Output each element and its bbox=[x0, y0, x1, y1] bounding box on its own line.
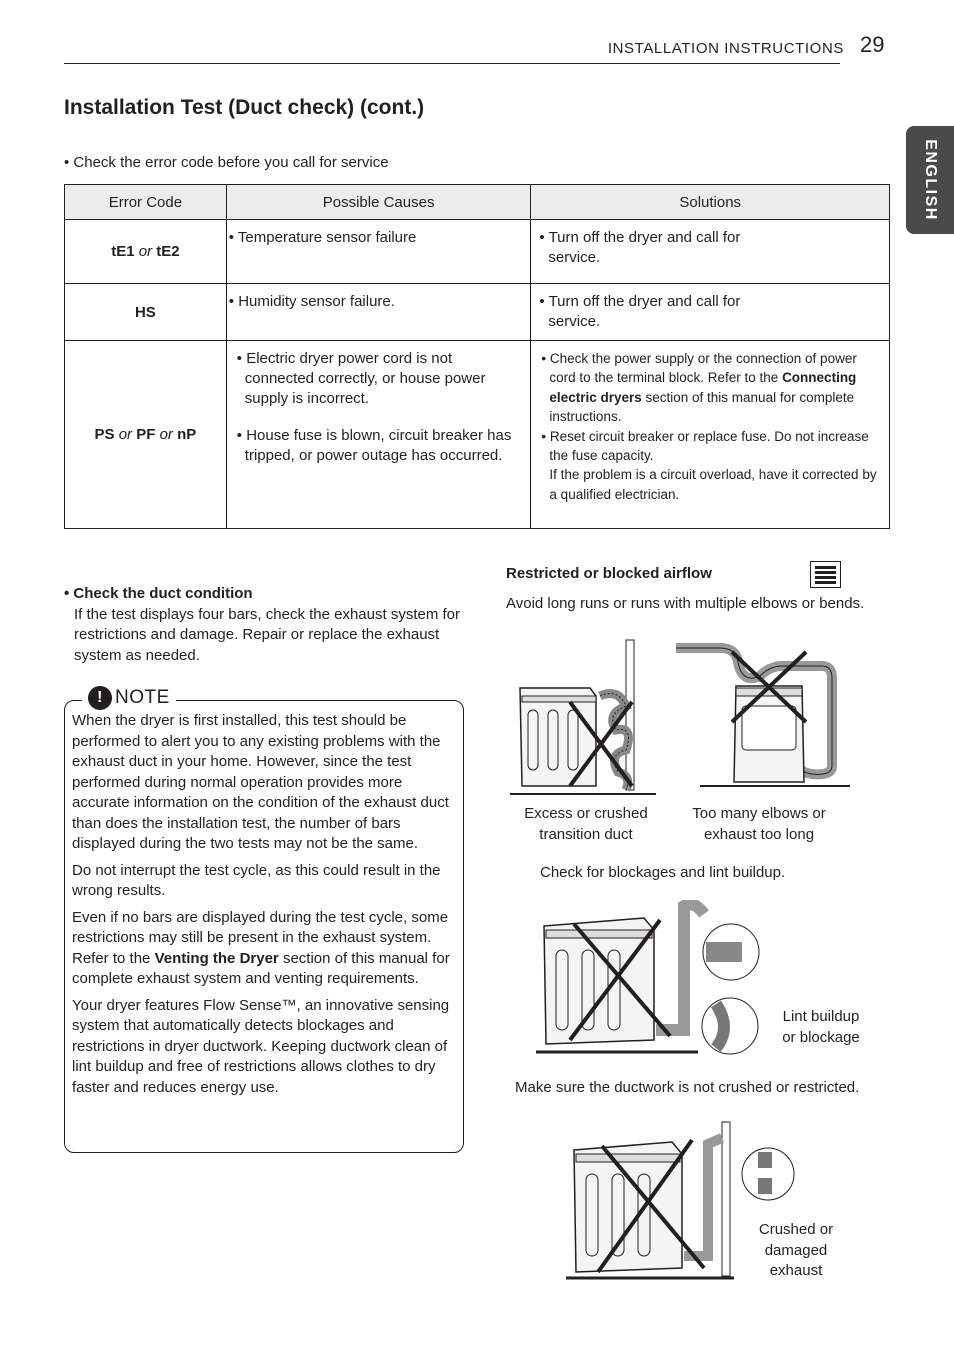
caption-line: Crushed or bbox=[758, 1221, 834, 1238]
bar-meter-icon bbox=[810, 561, 841, 588]
too-many-elbows-illustration bbox=[672, 636, 852, 794]
solution-cell bbox=[531, 220, 889, 276]
lint-buildup-illustration bbox=[534, 900, 766, 1058]
caption-line: or blockage bbox=[782, 1029, 860, 1046]
or-word: or bbox=[138, 243, 153, 260]
note-text: Even if no bars are displayed during the test cycle, some restrictions may still be present in the exhaust system. Refer to the bbox=[72, 908, 449, 967]
caption-too-many-elbows bbox=[676, 803, 842, 845]
cause-text: • House fuse is blown, circuit breaker has tripped, or power outage has occurred. bbox=[236, 427, 512, 464]
error-code-cell bbox=[65, 220, 227, 284]
language-tab-label: ENGLISH bbox=[922, 139, 939, 221]
check-blockages-text: Check for blockages and lint buildup. bbox=[540, 864, 786, 881]
cause-text: • Humidity sensor failure. bbox=[228, 293, 395, 310]
caption-line: Excess or crushed bbox=[524, 805, 648, 822]
solution-line: • Turn off the dryer and call for bbox=[539, 293, 741, 310]
cause-text: • Electric dryer power cord is not connected correctly, or house power supply is incorrect. bbox=[236, 350, 486, 407]
caption-crushed-transition bbox=[508, 803, 664, 845]
page-title: Installation Test (Duct check) (cont.) bbox=[64, 96, 425, 119]
airflow-title: Restricted or blocked airflow bbox=[506, 565, 712, 582]
note-paragraph: Your dryer features Flow Sense™, an innovative sensing system that automatically detects blockages and restrictions in dryer ductwork. Keeping ductwork clean of lint buildup and free of restrictions allows clothes to dry faster and reduces energy use. bbox=[72, 996, 450, 1096]
table-header-row bbox=[65, 185, 890, 220]
note-text: section of this manual for complete exhaust system and venting requirements. bbox=[72, 949, 450, 987]
page-number: 29 bbox=[860, 32, 885, 57]
error-code-table bbox=[64, 184, 890, 529]
exclamation-icon: ! bbox=[88, 686, 112, 710]
solution-text: • Reset circuit breaker or replace fuse. Do not increase the fuse capacity. bbox=[541, 428, 869, 464]
header-rule bbox=[64, 63, 840, 64]
caption-line: transition duct bbox=[539, 826, 633, 843]
duct-check-body: If the test displays four bars, check the exhaust system for restrictions and damage. Repair or replace the exhaust system as needed. bbox=[74, 605, 461, 664]
section-reference: Connecting electric dryers bbox=[549, 370, 857, 405]
caption-crushed-exhaust bbox=[750, 1220, 842, 1282]
caption-line: damaged bbox=[764, 1241, 828, 1259]
airflow-description: Avoid long runs or runs with multiple elbows or bends. bbox=[506, 595, 865, 612]
note-body bbox=[72, 711, 456, 1104]
note-label: NOTE bbox=[115, 687, 170, 708]
solution-text: section of this manual for complete instructions. bbox=[549, 389, 855, 425]
ductwork-warning-text: Make sure the ductwork is not crushed or restricted. bbox=[515, 1079, 860, 1096]
cause-text: • Temperature sensor failure bbox=[228, 229, 417, 246]
cause-cell bbox=[227, 341, 531, 474]
note-paragraph: Do not interrupt the test cycle, as this could result in the wrong results. bbox=[72, 861, 441, 899]
column-header: Error Code bbox=[65, 185, 227, 220]
error-code: nP bbox=[177, 426, 197, 443]
solution-cell bbox=[531, 341, 889, 512]
error-code-cell bbox=[65, 284, 227, 341]
crushed-transition-duct-illustration bbox=[508, 636, 658, 798]
error-code: tE2 bbox=[156, 243, 180, 260]
header-section: INSTALLATION INSTRUCTIONS bbox=[607, 40, 844, 57]
solution-cell bbox=[531, 284, 889, 340]
caption-line: Lint buildup bbox=[782, 1008, 860, 1025]
or-word: or bbox=[118, 426, 133, 443]
or-word: or bbox=[159, 426, 173, 443]
column-header: Possible Causes bbox=[226, 185, 531, 220]
table-row bbox=[65, 220, 890, 284]
solution-line: service. bbox=[548, 249, 601, 266]
solution-text: If the problem is a circuit overload, have it corrected by a qualified electrician. bbox=[549, 467, 877, 502]
note-paragraph: When the dryer is first installed, this test should be performed to alert you to any existing problems with the exhaust duct in your home. However, since the test performed during normal operation provides more accurate information on the condition of the exhaust duct than does the installation test, the number of bars displayed during the two tests may not be the same. bbox=[72, 712, 449, 852]
error-code: HS bbox=[134, 303, 156, 321]
table-row bbox=[65, 341, 890, 529]
column-header: Solutions bbox=[531, 185, 890, 220]
caption-line: exhaust too long bbox=[703, 826, 815, 843]
caption-line: Too many elbows or bbox=[692, 805, 826, 822]
solution-line: service. bbox=[548, 313, 601, 330]
note-heading bbox=[82, 686, 176, 710]
language-tab bbox=[906, 126, 954, 234]
error-code: PF bbox=[136, 426, 156, 443]
solution-text: • Check the power supply or the connection of power cord to the terminal block. Refer to the bbox=[541, 351, 857, 386]
caption-line: exhaust bbox=[769, 1262, 823, 1279]
intro-text: • Check the error code before you call for service bbox=[64, 154, 389, 171]
duct-check-title: • Check the duct condition bbox=[64, 585, 253, 602]
caption-lint-buildup bbox=[770, 1006, 872, 1048]
table-row bbox=[65, 284, 890, 341]
section-reference: Venting the Dryer bbox=[154, 949, 279, 967]
note-paragraph bbox=[72, 908, 456, 990]
error-code: tE1 bbox=[111, 243, 135, 260]
duct-check-block bbox=[64, 584, 464, 666]
error-code: PS bbox=[94, 426, 115, 443]
error-code-cell bbox=[65, 341, 227, 529]
solution-line: • Turn off the dryer and call for bbox=[539, 229, 741, 246]
